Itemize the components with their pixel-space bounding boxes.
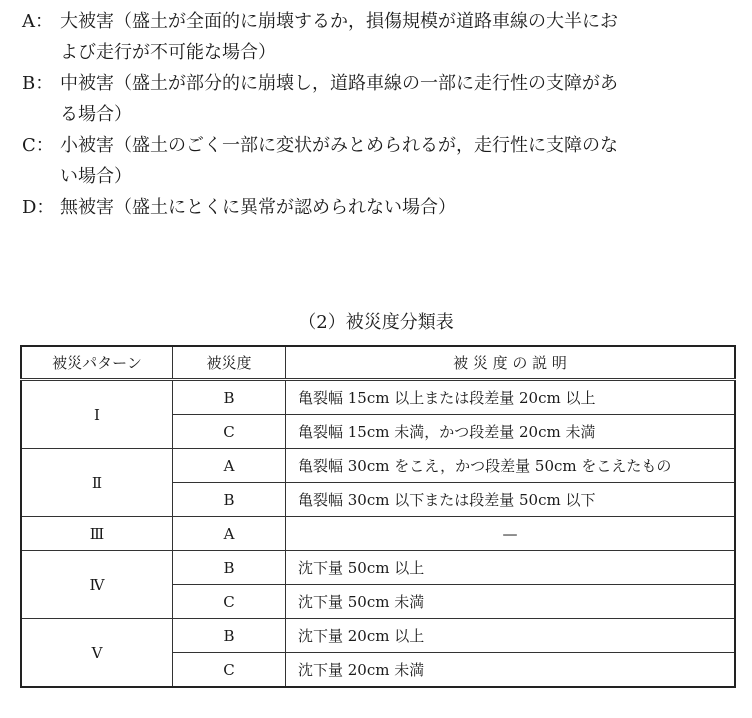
- damage-classification-table: [20, 345, 736, 688]
- description-cell: 亀裂幅 15cm 未満，かつ段差量 20cm 未満: [286, 415, 736, 449]
- degree-cell: A: [173, 449, 286, 483]
- pattern-cell: Ⅱ: [21, 449, 173, 517]
- definition-c: [22, 130, 742, 192]
- description-cell: —: [286, 517, 736, 551]
- degree-cell: B: [173, 619, 286, 653]
- definition-text: 無被害（盛土にとくに異常が認められない場合）: [60, 197, 456, 218]
- degree-cell: A: [173, 517, 286, 551]
- degree-cell: B: [173, 380, 286, 415]
- table-header-row: [21, 346, 735, 380]
- degree-cell: C: [173, 585, 286, 619]
- definition-text: 大被害（盛土が全面的に崩壊するか，損傷規模が道路車線の大半にお: [60, 11, 618, 32]
- definition-key: C：: [22, 135, 54, 156]
- degree-cell: B: [173, 551, 286, 585]
- header-description: 被 災 度 の 説 明: [286, 346, 736, 380]
- definition-text: 中被害（盛土が部分的に崩壊し，道路車線の一部に走行性の支障があ: [60, 73, 618, 94]
- table-row: [21, 449, 735, 483]
- definition-key: A：: [22, 11, 53, 32]
- definition-key: B：: [22, 73, 54, 94]
- description-cell: 沈下量 50cm 未満: [286, 585, 736, 619]
- table-caption: （2）被災度分類表: [298, 312, 454, 333]
- header-damage-pattern: 被災パターン: [21, 346, 173, 380]
- definition-text-continued: よび走行が不可能な場合）: [60, 42, 276, 63]
- definition-d: [22, 192, 742, 223]
- pattern-cell: Ⅰ: [21, 380, 173, 449]
- table-row: [21, 551, 735, 585]
- table-row: [21, 517, 735, 551]
- header-damage-degree: 被災度: [173, 346, 286, 380]
- definition-b: [22, 68, 742, 130]
- definition-text: 小被害（盛土のごく一部に変状がみとめられるが，走行性に支障のな: [60, 135, 618, 156]
- description-cell: 亀裂幅 30cm をこえ，かつ段差量 50cm をこえたもの: [286, 449, 736, 483]
- damage-level-definitions: [22, 6, 742, 223]
- pattern-cell: Ⅲ: [21, 517, 173, 551]
- description-cell: 沈下量 20cm 未満: [286, 653, 736, 688]
- definition-a: [22, 6, 742, 68]
- description-cell: 亀裂幅 30cm 以下または段差量 50cm 以下: [286, 483, 736, 517]
- table-row: [21, 619, 735, 653]
- description-cell: 亀裂幅 15cm 以上または段差量 20cm 以上: [286, 380, 736, 415]
- degree-cell: C: [173, 653, 286, 688]
- table-row: [21, 380, 735, 415]
- pattern-cell: Ⅳ: [21, 551, 173, 619]
- definition-text-continued: い場合）: [60, 166, 132, 187]
- description-cell: 沈下量 50cm 以上: [286, 551, 736, 585]
- description-cell: 沈下量 20cm 以上: [286, 619, 736, 653]
- pattern-cell: Ⅴ: [21, 619, 173, 688]
- degree-cell: B: [173, 483, 286, 517]
- degree-cell: C: [173, 415, 286, 449]
- definition-text-continued: る場合）: [60, 104, 132, 125]
- definition-key: D：: [22, 197, 55, 218]
